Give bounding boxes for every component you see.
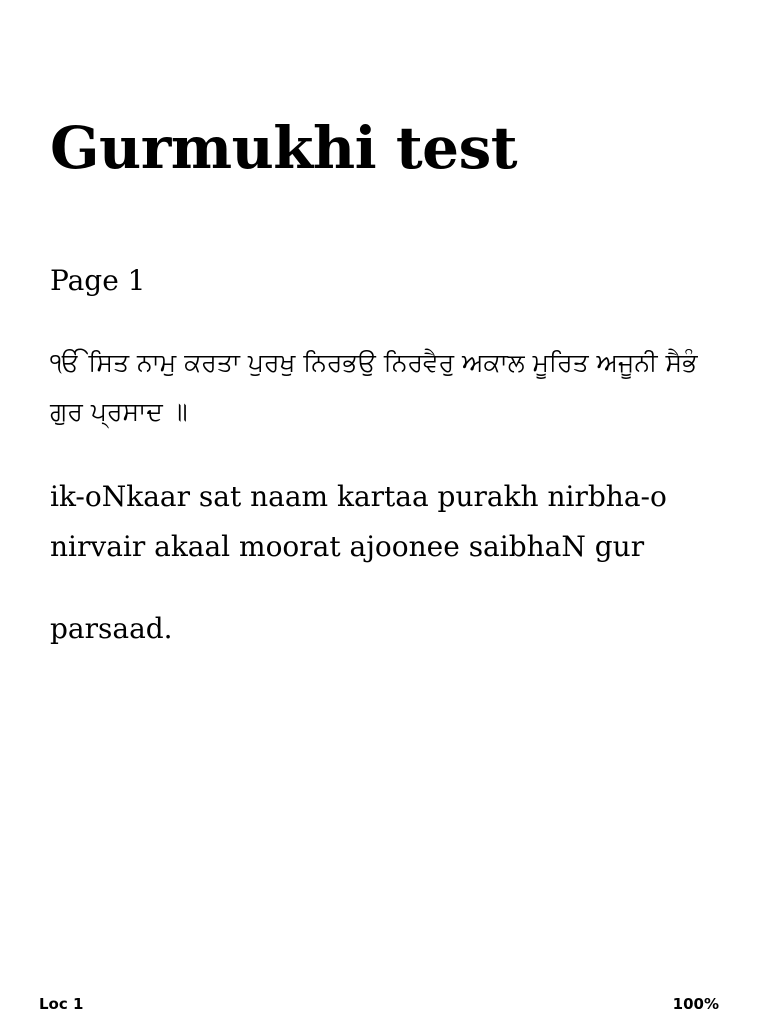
location-indicator: Loc 1 bbox=[39, 995, 84, 1013]
transliteration-continuation: parsaad. bbox=[50, 612, 173, 645]
reader-footer bbox=[0, 992, 758, 1016]
document-title: Gurmukhi test bbox=[50, 114, 518, 182]
transliteration-paragraph: ik-oNkaar sat naam kartaa purakh nirbha-o nirvair akaal moorat ajoonee saibhaN gur bbox=[50, 480, 667, 563]
page-label: Page 1 bbox=[50, 264, 146, 297]
book-content[interactable] bbox=[50, 112, 715, 654]
reading-progress: 100% bbox=[672, 995, 719, 1013]
gurmukhi-paragraph: ੴ ਸਿਤ ਨਾਮੁ ਕਰਤਾ ਪੁਰਖੁ ਨਿਰਭਉ ਨਿਰਵੈਰੁ ਅਕਾਲ ਮੂਰਿਤ ਅਜੂਨੀ ਸੈਭੰ ਗੁਰ ਪ੍ਰਸਾਦ ॥ bbox=[50, 348, 698, 426]
